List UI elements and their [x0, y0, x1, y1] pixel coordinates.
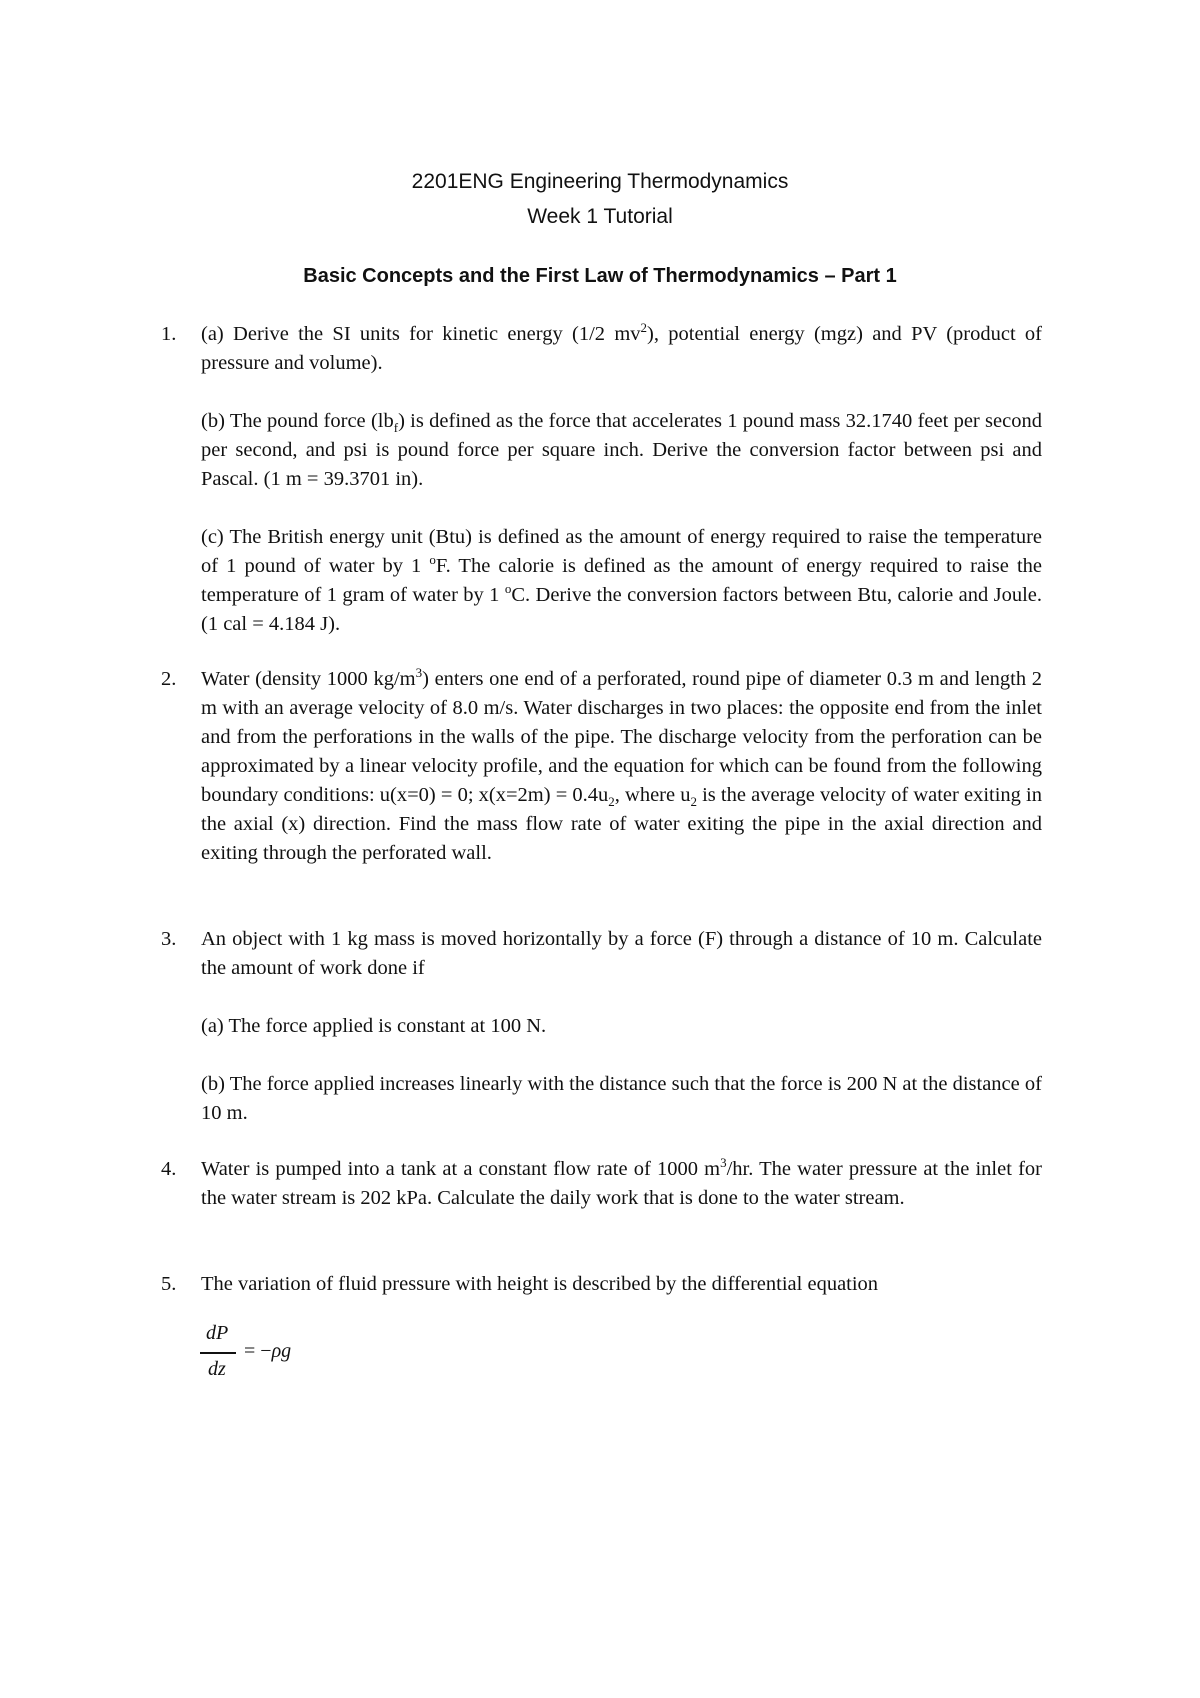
question-number: 2. — [161, 668, 177, 690]
question-1c: (c) The British energy unit (Btu) is defined as the amount of energy required to raise the temperature of 1 pound of water by 1 $^o$F. The calorie is defined as the amount of energy required to raise the temperature of 1 gram of water by 1 $^o$C. Derive the conversion factors between Btu, calorie and Joule. (1 cal = 4.184 J). — [201, 526, 1043, 635]
course-title: 2201ENG Engineering Thermodynamics — [411, 170, 789, 193]
question-1a: (a) Derive the SI units for kinetic energy (1/2 $mv^2$), potential energy (mgz) and PV (product of pressure and volume). — [201, 320, 1042, 374]
question-body — [201, 320, 1042, 639]
question-5-text: The variation of fluid pressure with height is described by the differential equation — [201, 1273, 879, 1295]
equation-denominator: dz — [208, 1358, 226, 1380]
question-number: 5. — [161, 1273, 177, 1295]
equation-numerator: dP — [206, 1322, 229, 1344]
question-body — [201, 1270, 1042, 1299]
question-number: 4. — [161, 1158, 177, 1180]
fraction-bar — [200, 1352, 236, 1354]
question-4-text: Water is pumped into a tank at a constant flow rate of 1000 $m^3/hr$. The water pressure at the inlet for the water stream is 202 kPa. Calculate the daily work that is done to the water stream. — [201, 1155, 1042, 1209]
question-3b: (b) The force applied increases linearly with the distance such that the force is 200 N at the distance of 10 m. — [201, 1073, 1042, 1124]
question-body — [201, 925, 1042, 1128]
equation-rhs: = −ρg — [244, 1340, 292, 1362]
question-body — [201, 665, 1042, 868]
question-number: 1. — [161, 323, 177, 345]
question-number: 3. — [161, 928, 177, 950]
question-3a: (a) The force applied is constant at 100 N. — [201, 1015, 547, 1037]
question-body — [201, 1155, 1042, 1213]
question-1b: (b) The pound force $(lb_f)$ is defined as the force that accelerates 1 pound mass 32.1740 feet per second per second, and psi is pound force per square inch. Derive the conversion factor between psi and Pascal. (1 m = 39.3701 in). — [201, 410, 1042, 490]
question-2-text: Water (density 1000 $kg/m^3$) enters one end of a perforated, round pipe of diameter 0.3 m and length 2 m with an average velocity of 8.0 m/s. Water discharges in two places: the opposite end from the inlet and from the perforations in the walls of the pipe. The discharge velocity from the perforation can be approximated by a linear velocity profile, and the equation for which can be found from the following boundary conditions: u(x=0) = 0; $x(x=2m) = 0.4u_2$, where $u_2$ is the average velocity of water exiting in the axial (x) direction. Find the mass flow rate of water exiting the pipe in the axial direction and exiting through the perforated wall. — [201, 665, 1042, 864]
week-subtitle: Week 1 Tutorial — [527, 205, 673, 228]
section-heading: Basic Concepts and the First Law of Thermodynamics – Part 1 — [303, 265, 897, 287]
question-3-intro: An object with 1 kg mass is moved horizontally by a force (F) through a distance of 10 m. Calculate the amount of work done if — [201, 928, 1042, 979]
